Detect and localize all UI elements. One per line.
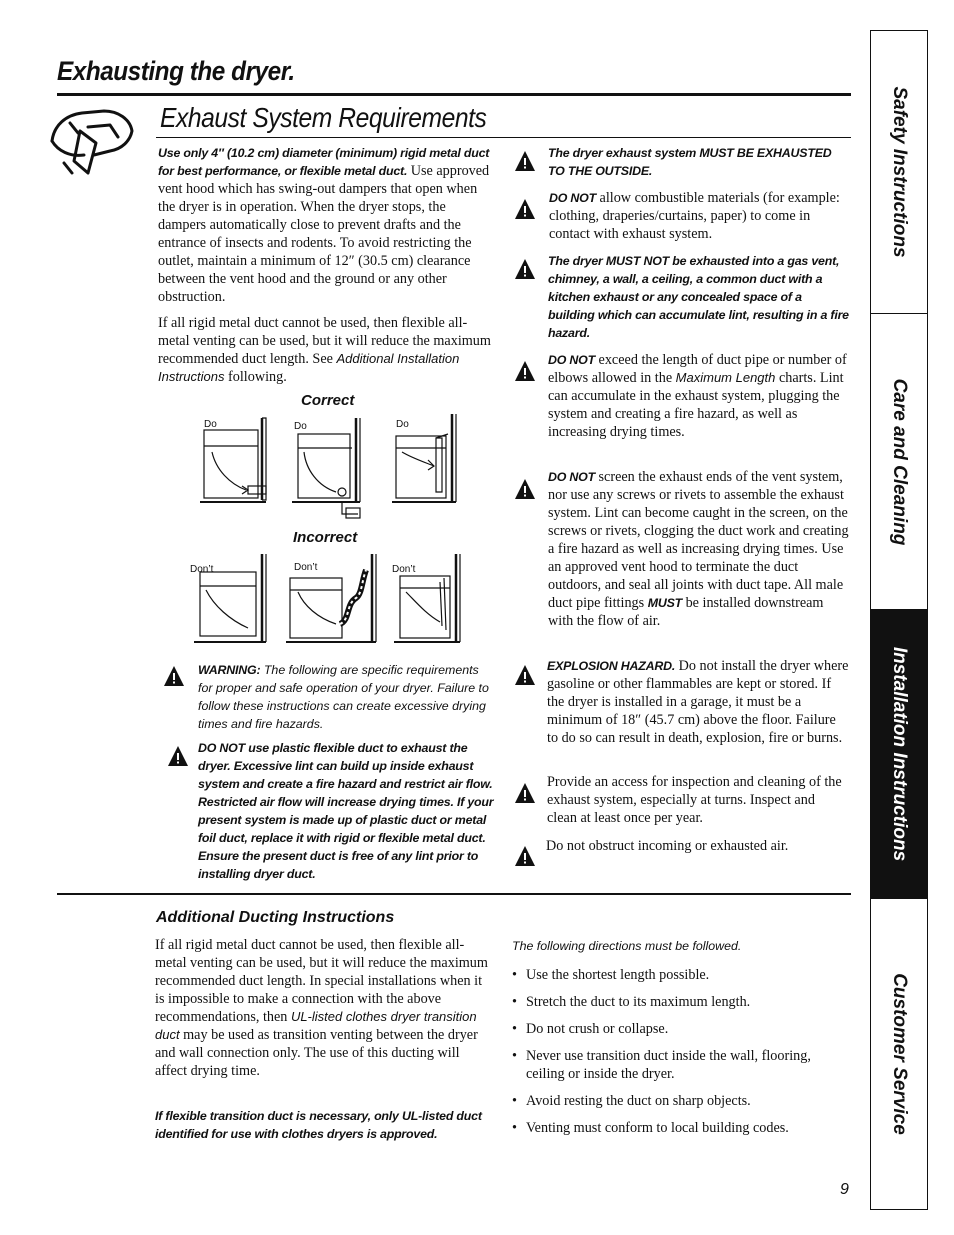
list-item: • Stretch the duct to its maximum length.	[512, 993, 848, 1011]
incorrect-venting-diagrams	[190, 550, 470, 650]
do-not-lead: DO NOT	[549, 191, 596, 205]
warning-icon	[514, 198, 536, 220]
warning-specific-requirements	[198, 661, 496, 733]
tab-care-and-cleaning[interactable]	[871, 314, 927, 610]
do-not-lead: DO NOT	[548, 470, 595, 484]
flexible-duct-paragraph	[158, 314, 492, 386]
warning-exhaust-outside: The dryer exhaust system MUST BE EXHAUSTED TO THE OUTSIDE.	[548, 146, 832, 178]
section-tabs	[870, 30, 928, 1210]
additional-body: If all rigid metal duct cannot be used, then flexible all-metal venting can be used, but it will reduce the maximum recommended duct length. In special installations when it is impossible to make a connection with the above recommendations, then	[155, 937, 488, 1025]
warning-obstruct: Do not obstruct incoming or exhausted air.	[546, 838, 789, 854]
list-item: • Do not crush or collapse.	[512, 1020, 848, 1038]
tab-customer-service[interactable]	[871, 899, 927, 1209]
dont-label-1: Don’t	[190, 564, 214, 575]
duct-requirements-paragraph	[158, 144, 492, 306]
explosion-body: Do not install the dryer where gasoline or other flammables are kept or stored. If the dryer is installed in a garage, it must be a minimum of 18″ (45.7 cm) above the floor. Failure to do so can result in death, explosion, fire or burns.	[547, 658, 849, 746]
directions-list	[512, 966, 848, 1146]
warning-icon	[514, 150, 536, 172]
list-item: • Never use transition duct inside the wall, flooring, ceiling or inside the dryer.	[512, 1047, 848, 1083]
section-rule	[156, 137, 851, 138]
warning-icon	[514, 360, 536, 382]
tab-safety-instructions[interactable]	[871, 31, 927, 314]
warning-explosion-hazard	[547, 657, 849, 747]
warning-icon	[514, 845, 536, 867]
correct-venting-diagrams	[196, 410, 476, 520]
ul-listed-ital: UL-listed clothes dryer transition duct	[155, 1009, 477, 1042]
section-title: Exhaust System Requirements	[160, 102, 487, 133]
flex-tail: following.	[224, 369, 287, 385]
warning-screen-exhaust	[548, 468, 850, 630]
list-item: • Venting must conform to local building codes.	[512, 1119, 848, 1137]
tab-label: Care and Cleaning	[889, 378, 910, 545]
do-not-lead: DO NOT	[548, 353, 595, 367]
screen-body-2: be installed downstream with the flow of air.	[548, 595, 824, 629]
combustible-body: allow combustible materials (for example: clothing, draperies/curtains, paper) to come in contact with exhaust system.	[549, 190, 840, 242]
additional-heading: Additional Ducting Instructions	[156, 909, 395, 926]
do-label-3: Do	[396, 419, 409, 430]
warning-lead: WARNING:	[198, 663, 261, 677]
tab-label: Customer Service	[889, 973, 910, 1135]
tab-label: Safety Instructions	[889, 86, 910, 258]
title-rule	[57, 93, 851, 96]
warning-icon	[167, 745, 189, 767]
section-divider	[57, 893, 851, 895]
warning-body: The following are specific requirements for proper and safe operation of your dryer. Failure to follow these instructions can create excessive drying times and fire hazards.	[198, 663, 489, 731]
additional-body-2: may be used as transition venting between the dryer and wall connection only. The use of this ducting will affect drying time.	[155, 1027, 478, 1079]
ul-listed-note: If flexible transition duct is necessary, only UL-listed duct identified for use with clothes dryers is approved.	[155, 1109, 482, 1141]
dont-label-2: Don’t	[294, 562, 318, 573]
duct-length-body: exceed the length of duct pipe or number of elbows allowed in the	[548, 352, 847, 386]
warning-combustible	[549, 189, 849, 243]
warning-gas-vent: The dryer MUST NOT be exhausted into a gas vent, chimney, a wall, a ceiling, a common duct with a kitchen exhaust or any concealed space of a building which can accumulate lint, resulting in a fire hazard.	[548, 254, 849, 340]
list-item: • Use the shortest length possible.	[512, 966, 848, 984]
page-number: 9	[840, 1181, 849, 1198]
warning-icon	[514, 478, 536, 500]
screen-body: screen the exhaust ends of the vent system, nor use any screws or rivets to assemble the exhaust system. Lint can become caught in the screen, on the screws or rivets, clogging the duct work and creating a fire hazard as well as increasing drying times. Use an approved vent hood to terminate the duct outdoors, and seal all joints with duct tape. All male duct pipe fittings	[548, 469, 849, 611]
dont-label-3: Don’t	[392, 564, 416, 575]
correct-label: Correct	[301, 392, 355, 409]
do-label-2: Do	[294, 421, 307, 432]
warning-icon	[514, 664, 536, 686]
warning-icon	[163, 665, 185, 687]
duct-length-body-2: charts. Lint can accumulate in the exhaust system, plugging the system and creating a fire hazard, as well as increasing drying times.	[548, 370, 844, 440]
flex-body: If all rigid metal duct cannot be used, then flexible all-metal venting can be used, but it will reduce the maximum recommended duct length. See	[158, 315, 491, 367]
page-title: Exhausting the dryer.	[57, 56, 295, 86]
additional-paragraph	[155, 936, 489, 1080]
explosion-lead: EXPLOSION HAZARD.	[547, 659, 676, 673]
warning-duct-length	[548, 351, 848, 441]
maximum-length-ital: Maximum Length	[675, 370, 776, 385]
do-label-1: Do	[204, 419, 217, 430]
warning-icon	[514, 258, 536, 280]
warning-plastic-duct: DO NOT use plastic flexible duct to exhaust the dryer. Excessive lint can build up inside exhaust system and create a fire hazard and restrict air flow. Restricted air flow will increase drying times. If your present system is made up of plastic duct or metal foil duct, replace it with rigid or flexible metal duct. Ensure the present duct is free of any lint prior to installing dryer duct.	[198, 741, 494, 881]
flex-ital-link: Additional Installation Instructions	[158, 351, 460, 384]
duct-size-lead: Use only 4″ (10.2 cm) diameter (minimum) rigid metal duct for best performance, or flexible metal duct.	[158, 146, 490, 178]
tab-label: Installation Instructions	[889, 646, 910, 862]
directions-intro: The following directions must be followed.	[512, 939, 742, 953]
dryer-duct-icon	[44, 103, 140, 179]
warning-inspection: Provide an access for inspection and cleaning of the exhaust system, especially at turns. Inspect and clean at least once per year.	[547, 774, 842, 826]
duct-body-text: Use approved vent hood which has swing-out dampers that open when the dryer is in operation. When the dryer stops, the dampers automatically close to prevent drafts and the entrance of insects and rodents. To avoid restricting the outlet, maintain a minimum of 12″ (30.5 cm) clearance between the vent hood and the ground or any other obstruction.	[158, 163, 490, 305]
tab-installation-instructions[interactable]	[871, 610, 927, 899]
warning-icon	[514, 782, 536, 804]
list-item: • Avoid resting the duct on sharp objects.	[512, 1092, 848, 1110]
must-emphasis: MUST	[647, 596, 683, 610]
incorrect-label: Incorrect	[293, 529, 358, 546]
